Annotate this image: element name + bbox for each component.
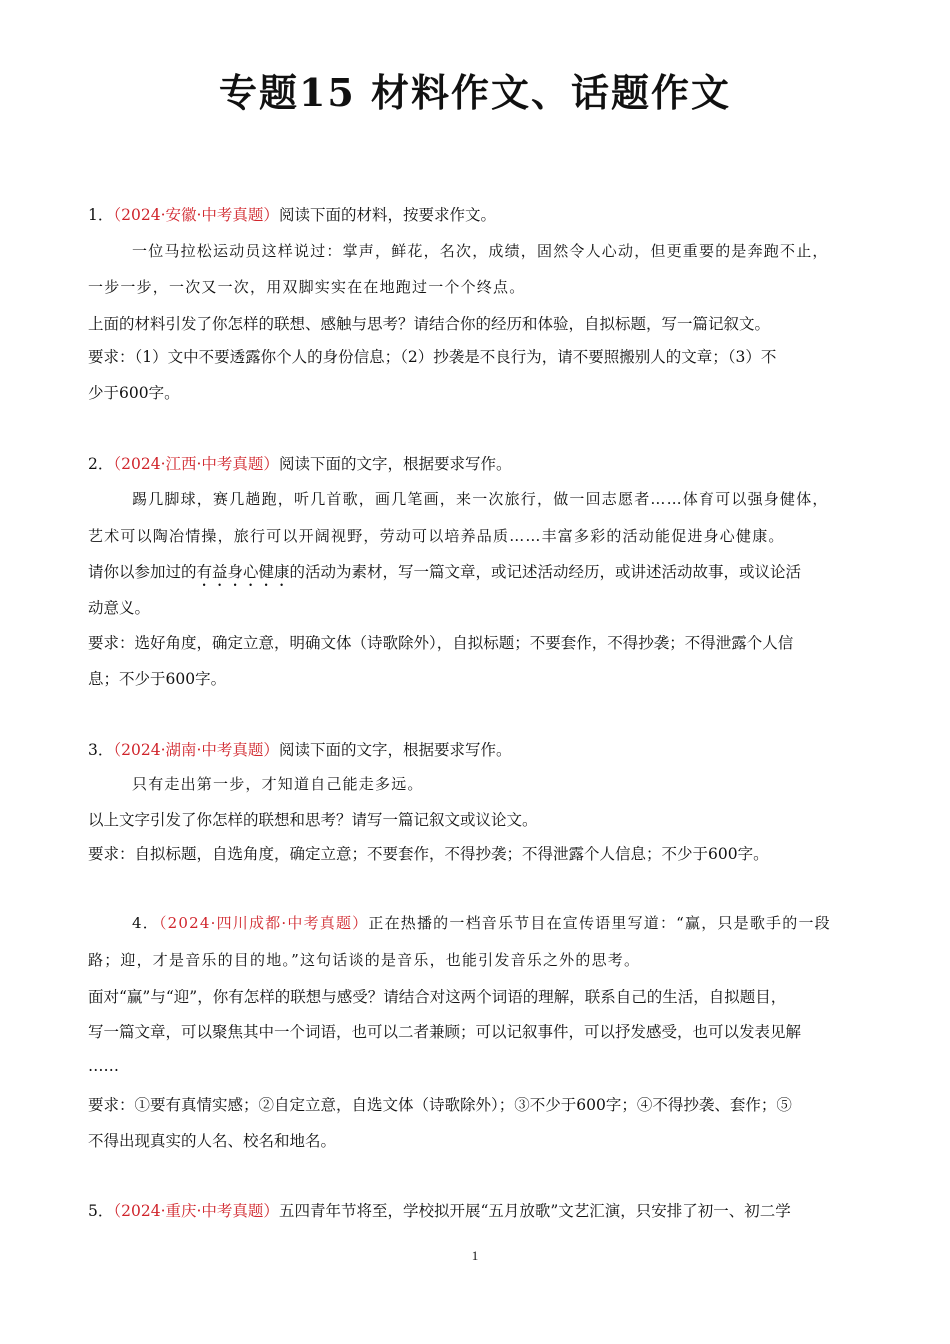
question-source: （2024·安徽·中考真题）	[113, 206, 279, 224]
question-source: （2024·四川成都·中考真题）	[158, 914, 369, 932]
question-5-header	[88, 1200, 868, 1222]
question-intro: 五四青年节将至，学校拟开展“五月放歌”文艺汇演，只安排了初一、初二学	[278, 1202, 791, 1220]
question-2-material-line-2: 艺术可以陶冶情操，旅行可以开阔视野，劳动可以培养品质……丰富多彩的活动能促进身心健康。	[88, 527, 785, 545]
question-number: 1．	[88, 206, 114, 224]
question-1-requirements-line-1: 要求：（1）文中不要透露你个人的身份信息；（2）抄袭是不良行为，请不要照搬别人的文章；（3）不	[88, 348, 777, 366]
question-number: 4．	[132, 914, 159, 932]
page-title: 专题15 材料作文、话题作文	[218, 70, 732, 115]
question-4-header	[132, 912, 868, 934]
question-1-header	[88, 204, 868, 226]
question-2-requirements-line-1: 要求：选好角度，确定立意，明确文体（诗歌除外），自拟标题；不要套作，不得抄袭；不得泄露个人信	[88, 634, 794, 652]
question-4-requirements-line-1: 要求：①要有真情实感；②自定立意，自选文体（诗歌除外）；③不少于600字；④不得抄袭、套作；⑤	[88, 1096, 792, 1114]
question-1-prompt: 上面的材料引发了你怎样的联想、感触与思考？请结合你的经历和体验，自拟标题，写一篇记叙文。	[88, 315, 771, 333]
question-2-requirements-line-2: 息；不少于600字。	[88, 670, 227, 688]
question-2-material-line-1: 踢几脚球，赛几趟跑，听几首歌，画几笔画，来一次旅行，做一回志愿者……体育可以强身健体，	[132, 490, 829, 508]
question-4-requirements-line-2: 不得出现真实的人名、校名和地名。	[88, 1132, 337, 1150]
question-4-prompt-line-2: 写一篇文章，可以聚焦其中一个词语，也可以二者兼顾；可以记叙事件，可以抒发感受，也可以发表见解	[88, 1023, 802, 1041]
question-intro: 阅读下面的材料，按要求作文。	[278, 206, 496, 224]
question-3-prompt: 以上文字引发了你怎样的联想和思考？请写一篇记叙文或议论文。	[88, 811, 538, 829]
page-number: 1	[471, 1248, 479, 1263]
question-number: 2．	[88, 455, 114, 473]
emphasized-text: 有益身心健康	[196, 563, 290, 581]
question-intro: 阅读下面的文字，根据要求写作。	[278, 741, 512, 759]
question-number: 3．	[88, 741, 114, 759]
question-intro: 正在热播的一档音乐节目在宣传语里写道：“赢，只是歌手的一段	[368, 914, 831, 932]
question-3-material: 只有走出第一步，才知道自己能走多远。	[132, 775, 424, 793]
question-2-prompt-line-2: 动意义。	[88, 599, 151, 617]
question-2-header	[88, 453, 868, 475]
question-source: （2024·江西·中考真题）	[113, 455, 279, 473]
question-1-requirements-line-2: 少于600字。	[88, 384, 180, 402]
question-source: （2024·湖南·中考真题）	[113, 741, 279, 759]
question-2-prompt-line-1	[88, 561, 868, 590]
prompt-text: 的活动为素材，写一篇文章，或记述活动经历，或讲述活动故事，或议论活	[289, 563, 802, 581]
question-3-header	[88, 739, 868, 761]
question-intro: 阅读下面的文字，根据要求写作。	[278, 455, 512, 473]
question-1-material-line-1: 一位马拉松运动员这样说过：掌声，鲜花，名次，成绩，固然令人心动，但更重要的是奔跑不止，	[132, 242, 829, 260]
question-3-requirements: 要求：自拟标题，自选角度，确定立意；不要套作，不得抄袭；不得泄露个人信息；不少于600字。	[88, 845, 769, 863]
question-number: 5．	[88, 1202, 114, 1220]
question-source: （2024·重庆·中考真题）	[113, 1202, 279, 1220]
question-1-material-line-2: 一步一步，一次又一次，用双脚实实在在地跑过一个个终点。	[88, 278, 526, 296]
question-4-material-line-2: 路；迎，才是音乐的目的地。”这句话谈的是音乐，也能引发音乐之外的思考。	[88, 951, 641, 969]
question-4-prompt-line-1: 面对“赢”与“迎”，你有怎样的联想与感受？请结合对这两个词语的理解，联系自己的生活，自拟题目，	[88, 988, 787, 1006]
prompt-text: 请你以参加过的	[88, 563, 197, 581]
question-4-prompt-line-3: ……	[88, 1057, 119, 1075]
